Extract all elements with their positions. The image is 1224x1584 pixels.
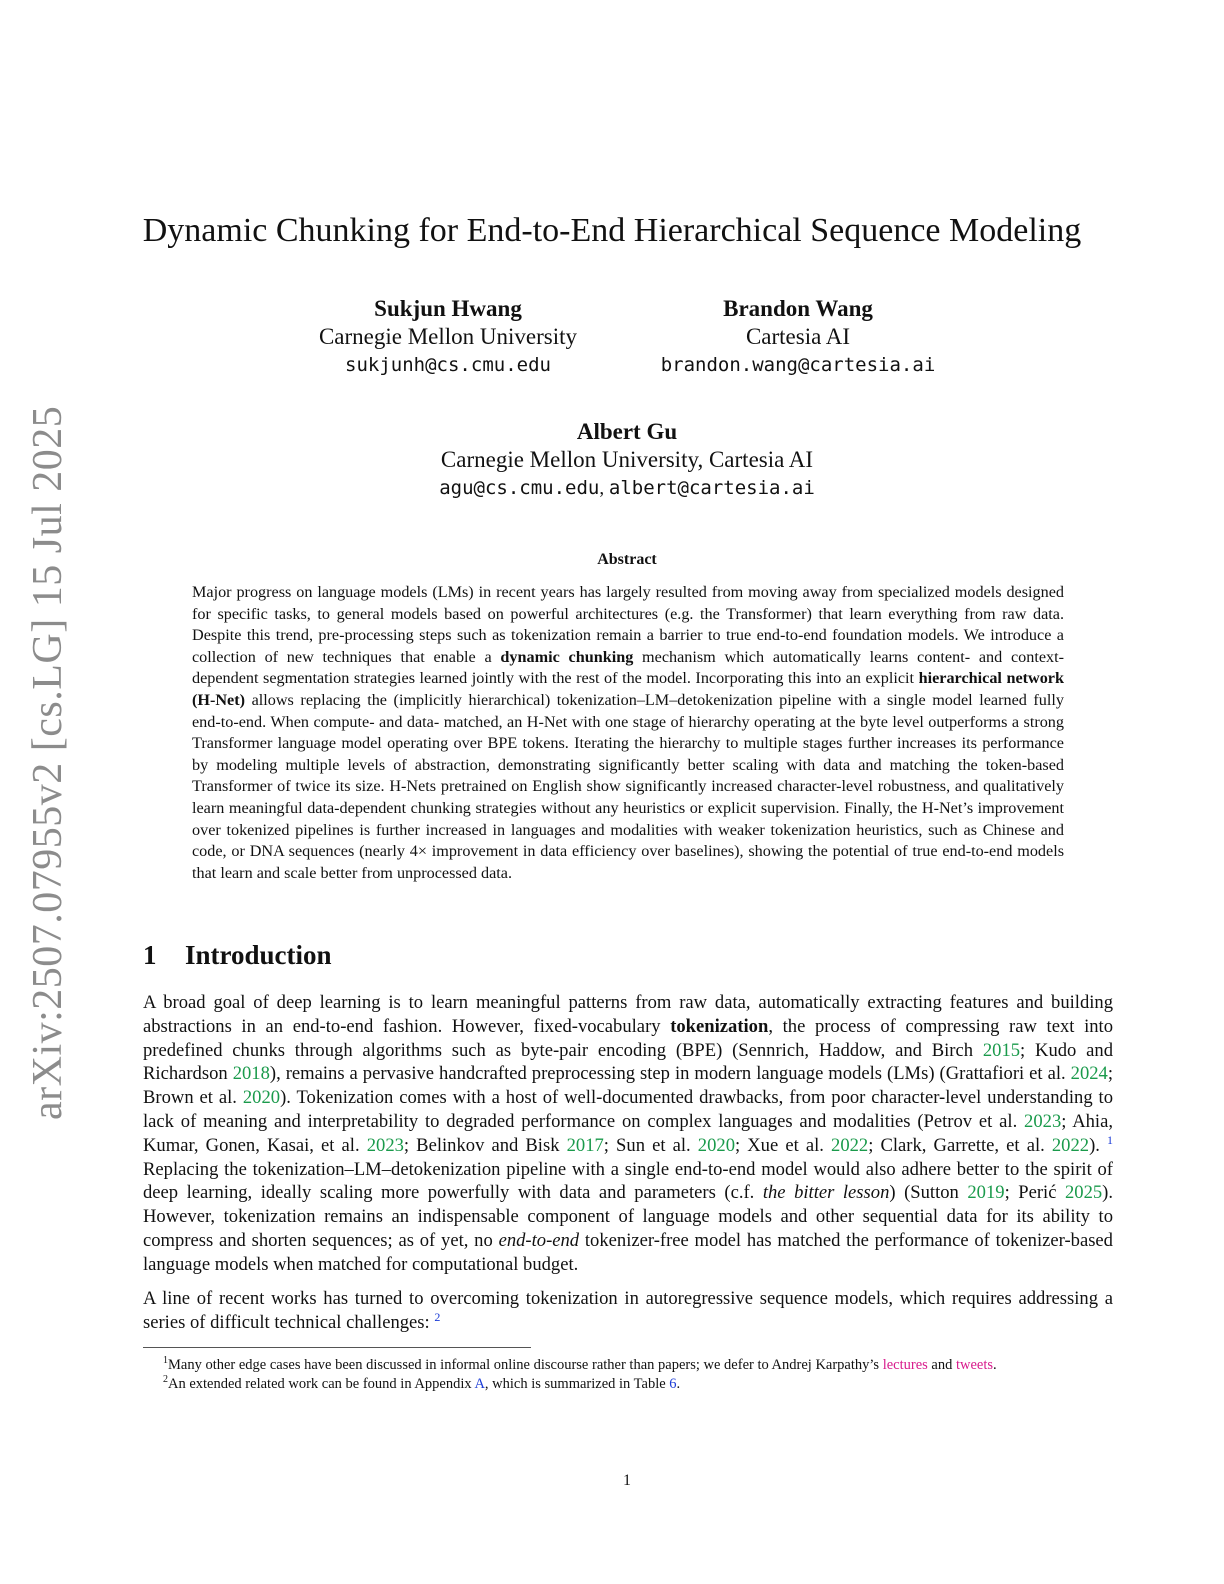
author-email[interactable]: agu@cs.cmu.edu	[439, 477, 600, 499]
author-block-3	[312, 418, 942, 503]
citation-link[interactable]: 2025	[1064, 1182, 1103, 1204]
body-text: Replacing the tokenization–LM–detokenization pipeline with a single end-to-end model would also adhere better to the spirit of deep learning, ideally scaling more powerfully with data and parameters (c.f.	[143, 1158, 1113, 1204]
citation-link[interactable]: 2024	[1070, 1063, 1108, 1085]
citation-link[interactable]: 2022	[1051, 1134, 1090, 1156]
body-text: ), remains a pervasive handcrafted preprocessing step in modern language models (LMs) (Grattafiori et al.	[269, 1063, 1071, 1085]
section-heading	[143, 940, 332, 971]
citation-link[interactable]: 2017	[566, 1134, 604, 1156]
intro-paragraph-2	[143, 1287, 1113, 1335]
footnote-ref-1[interactable]: 1	[1107, 1132, 1114, 1147]
author-affiliation: Carnegie Mellon University, Cartesia AI	[440, 447, 814, 472]
author-affiliation: Carnegie Mellon University	[318, 324, 578, 349]
body-text: ; Brown et al.	[143, 1063, 1113, 1109]
body-text: ; Perić	[1004, 1182, 1065, 1204]
footnote-ref-2[interactable]: 2	[434, 1309, 441, 1324]
abstract-text: allows replacing the (implicitly hierarchical) tokenization–LM–detokenization pipeline with a single model learned fully end-to-end. When compute- and data- matched, an H-Net with one stage of hierarchy operating at the byte level outperforms a strong Transformer language model operating over BPE tokens. Iterating the hierarchy to multiple stages further increases its performance by modeling multiple levels of abstraction, demonstrating significantly better scaling with data and matching the token-based Transformer of twice its size. H-Nets pretrained on English show significantly increased character-level robustness, and qualitatively learn meaningful data-dependent chunking strategies without any heuristics or explicit supervision. Finally, the H-Net’s improvement over tokenized pipelines is further increased in languages and modalities with weaker tokenization heuristics, such as Chinese and code, or DNA sequences (nearly 4× improvement in data efficiency over baselines), showing the potential of true end-to-end models that learn and scale better from unprocessed data.	[192, 690, 1064, 882]
author-name: Brandon Wang	[723, 296, 873, 321]
citation-link[interactable]: 2019	[967, 1182, 1005, 1204]
author-emails	[312, 474, 942, 503]
citation-link[interactable]: 2023	[366, 1134, 404, 1156]
bold-term: tokenization	[670, 1015, 769, 1037]
body-text: ). However, tokenization remains an indispensable component of language models and other sequential data for its ability to compress and shorten sequences; as of yet, no	[143, 1182, 1114, 1251]
body-text: ; Xue et al.	[734, 1134, 832, 1156]
body-text: A line of recent works has turned to overcoming tokenization in autoregressive sequence models, which requires addressing a series of difficult technical challenges:	[143, 1288, 1113, 1333]
body-text: tokenizer-free model has matched the performance of tokenizer-based language models when matched for computational budget.	[143, 1229, 1113, 1275]
abstract-text: Major progress on language models (LMs) in recent years has largely resulted from moving away from specialized models designed for specific tasks, to general models based on powerful architectures (e.g. the Transformer) that learn everything from raw data. Despite this trend, pre-processing steps such as tokenization remain a barrier to true end-to-end foundation models. We introduce a collection of new techniques that enable a	[192, 583, 1064, 666]
abstract-bold-term: dynamic chunking	[500, 647, 634, 666]
citation-link[interactable]: 2023	[1024, 1110, 1062, 1132]
body-text: ; Kudo and Richardson	[143, 1039, 1113, 1085]
citation-link[interactable]: 2022	[831, 1134, 869, 1156]
author-affiliation: Cartesia AI	[745, 324, 851, 349]
footnote-text: Many other edge cases have been discussed in informal online discourse rather than papers; we defer to Andrej Karpathy’s	[168, 1356, 883, 1373]
body-text: ) (Sutton	[889, 1182, 968, 1204]
footnote-text: , which is summarized in Table	[484, 1375, 670, 1392]
italic-phrase: end-to-end	[498, 1229, 580, 1251]
lectures-link[interactable]: lectures	[882, 1356, 928, 1373]
section-number: 1	[143, 940, 157, 970]
footnote-2	[163, 1370, 1113, 1394]
abstract-heading: Abstract	[597, 551, 657, 568]
citation-link[interactable]: 2018	[232, 1063, 270, 1085]
citation-link[interactable]: 2020	[697, 1134, 735, 1156]
body-text: ; Ahia, Kumar, Gonen, Kasai, et al.	[143, 1110, 1113, 1156]
body-text: ; Sun et al.	[603, 1134, 698, 1156]
footnote-text: .	[676, 1375, 681, 1392]
abstract-text: mechanism which automatically learns content- and context- dependent segmentation strategies learned jointly with the rest of the model. Incorporating this into an explicit	[192, 647, 1064, 688]
body-text: ; Clark, Garrette, et al.	[868, 1134, 1052, 1156]
table-link[interactable]: 6	[669, 1375, 677, 1392]
footnote-mark: 1	[163, 1355, 168, 1366]
citation-link[interactable]: 2020	[242, 1087, 281, 1109]
body-text: ; Belinkov and Bisk	[403, 1134, 567, 1156]
author-block-1	[268, 295, 628, 379]
footnote-text: and	[927, 1356, 956, 1373]
paper-title: Dynamic Chunking for End-to-End Hierarchical Sequence Modeling	[142, 212, 1082, 249]
author-email[interactable]: sukjunh@cs.cmu.edu	[345, 354, 551, 376]
appendix-link[interactable]: A	[474, 1375, 485, 1392]
body-text: A broad goal of deep learning is to learn meaningful patterns from raw data, automatically extracting features and building abstractions in an end-to-end fashion. However, fixed-vocabulary	[143, 992, 1113, 1037]
author-name: Sukjun Hwang	[374, 296, 522, 321]
section-title: Introduction	[185, 940, 332, 970]
abstract-body	[192, 582, 1064, 884]
author-email[interactable]: brandon.wang@cartesia.ai	[660, 354, 936, 376]
citation-link[interactable]: 2015	[982, 1039, 1021, 1061]
email-separator: ,	[599, 478, 609, 499]
arxiv-identifier-stamp: arXiv:2507.07955v2 [cs.LG] 15 Jul 2025	[25, 405, 71, 1120]
italic-phrase: the bitter lesson	[762, 1182, 890, 1204]
tweets-link[interactable]: tweets	[955, 1356, 994, 1373]
footnote-text: .	[993, 1356, 997, 1373]
intro-paragraph-1	[143, 991, 1113, 1277]
author-block-2	[618, 295, 978, 379]
abstract-bold-term: hierarchical network (H-Net)	[192, 669, 1064, 709]
footnote-text: An extended related work can be found in Appendix	[168, 1375, 475, 1392]
footnote-divider	[143, 1347, 531, 1348]
body-text: , the process of compressing raw text into predefined chunks through algorithms such as byte-pair encoding (BPE) (Sennrich, Haddow, and Birch	[143, 1015, 1113, 1061]
footnote-mark: 2	[163, 1374, 168, 1385]
body-text: ). Tokenization comes with a host of well-documented drawbacks, from poor character-level understanding to lack of meaning and interpretability to degraded performance on complex languages and modalities (Petrov et al.	[143, 1087, 1113, 1132]
body-text: ).	[1089, 1134, 1108, 1156]
author-name: Albert Gu	[576, 419, 678, 444]
author-email[interactable]: albert@cartesia.ai	[608, 477, 815, 499]
page-number: 1	[623, 1472, 631, 1489]
